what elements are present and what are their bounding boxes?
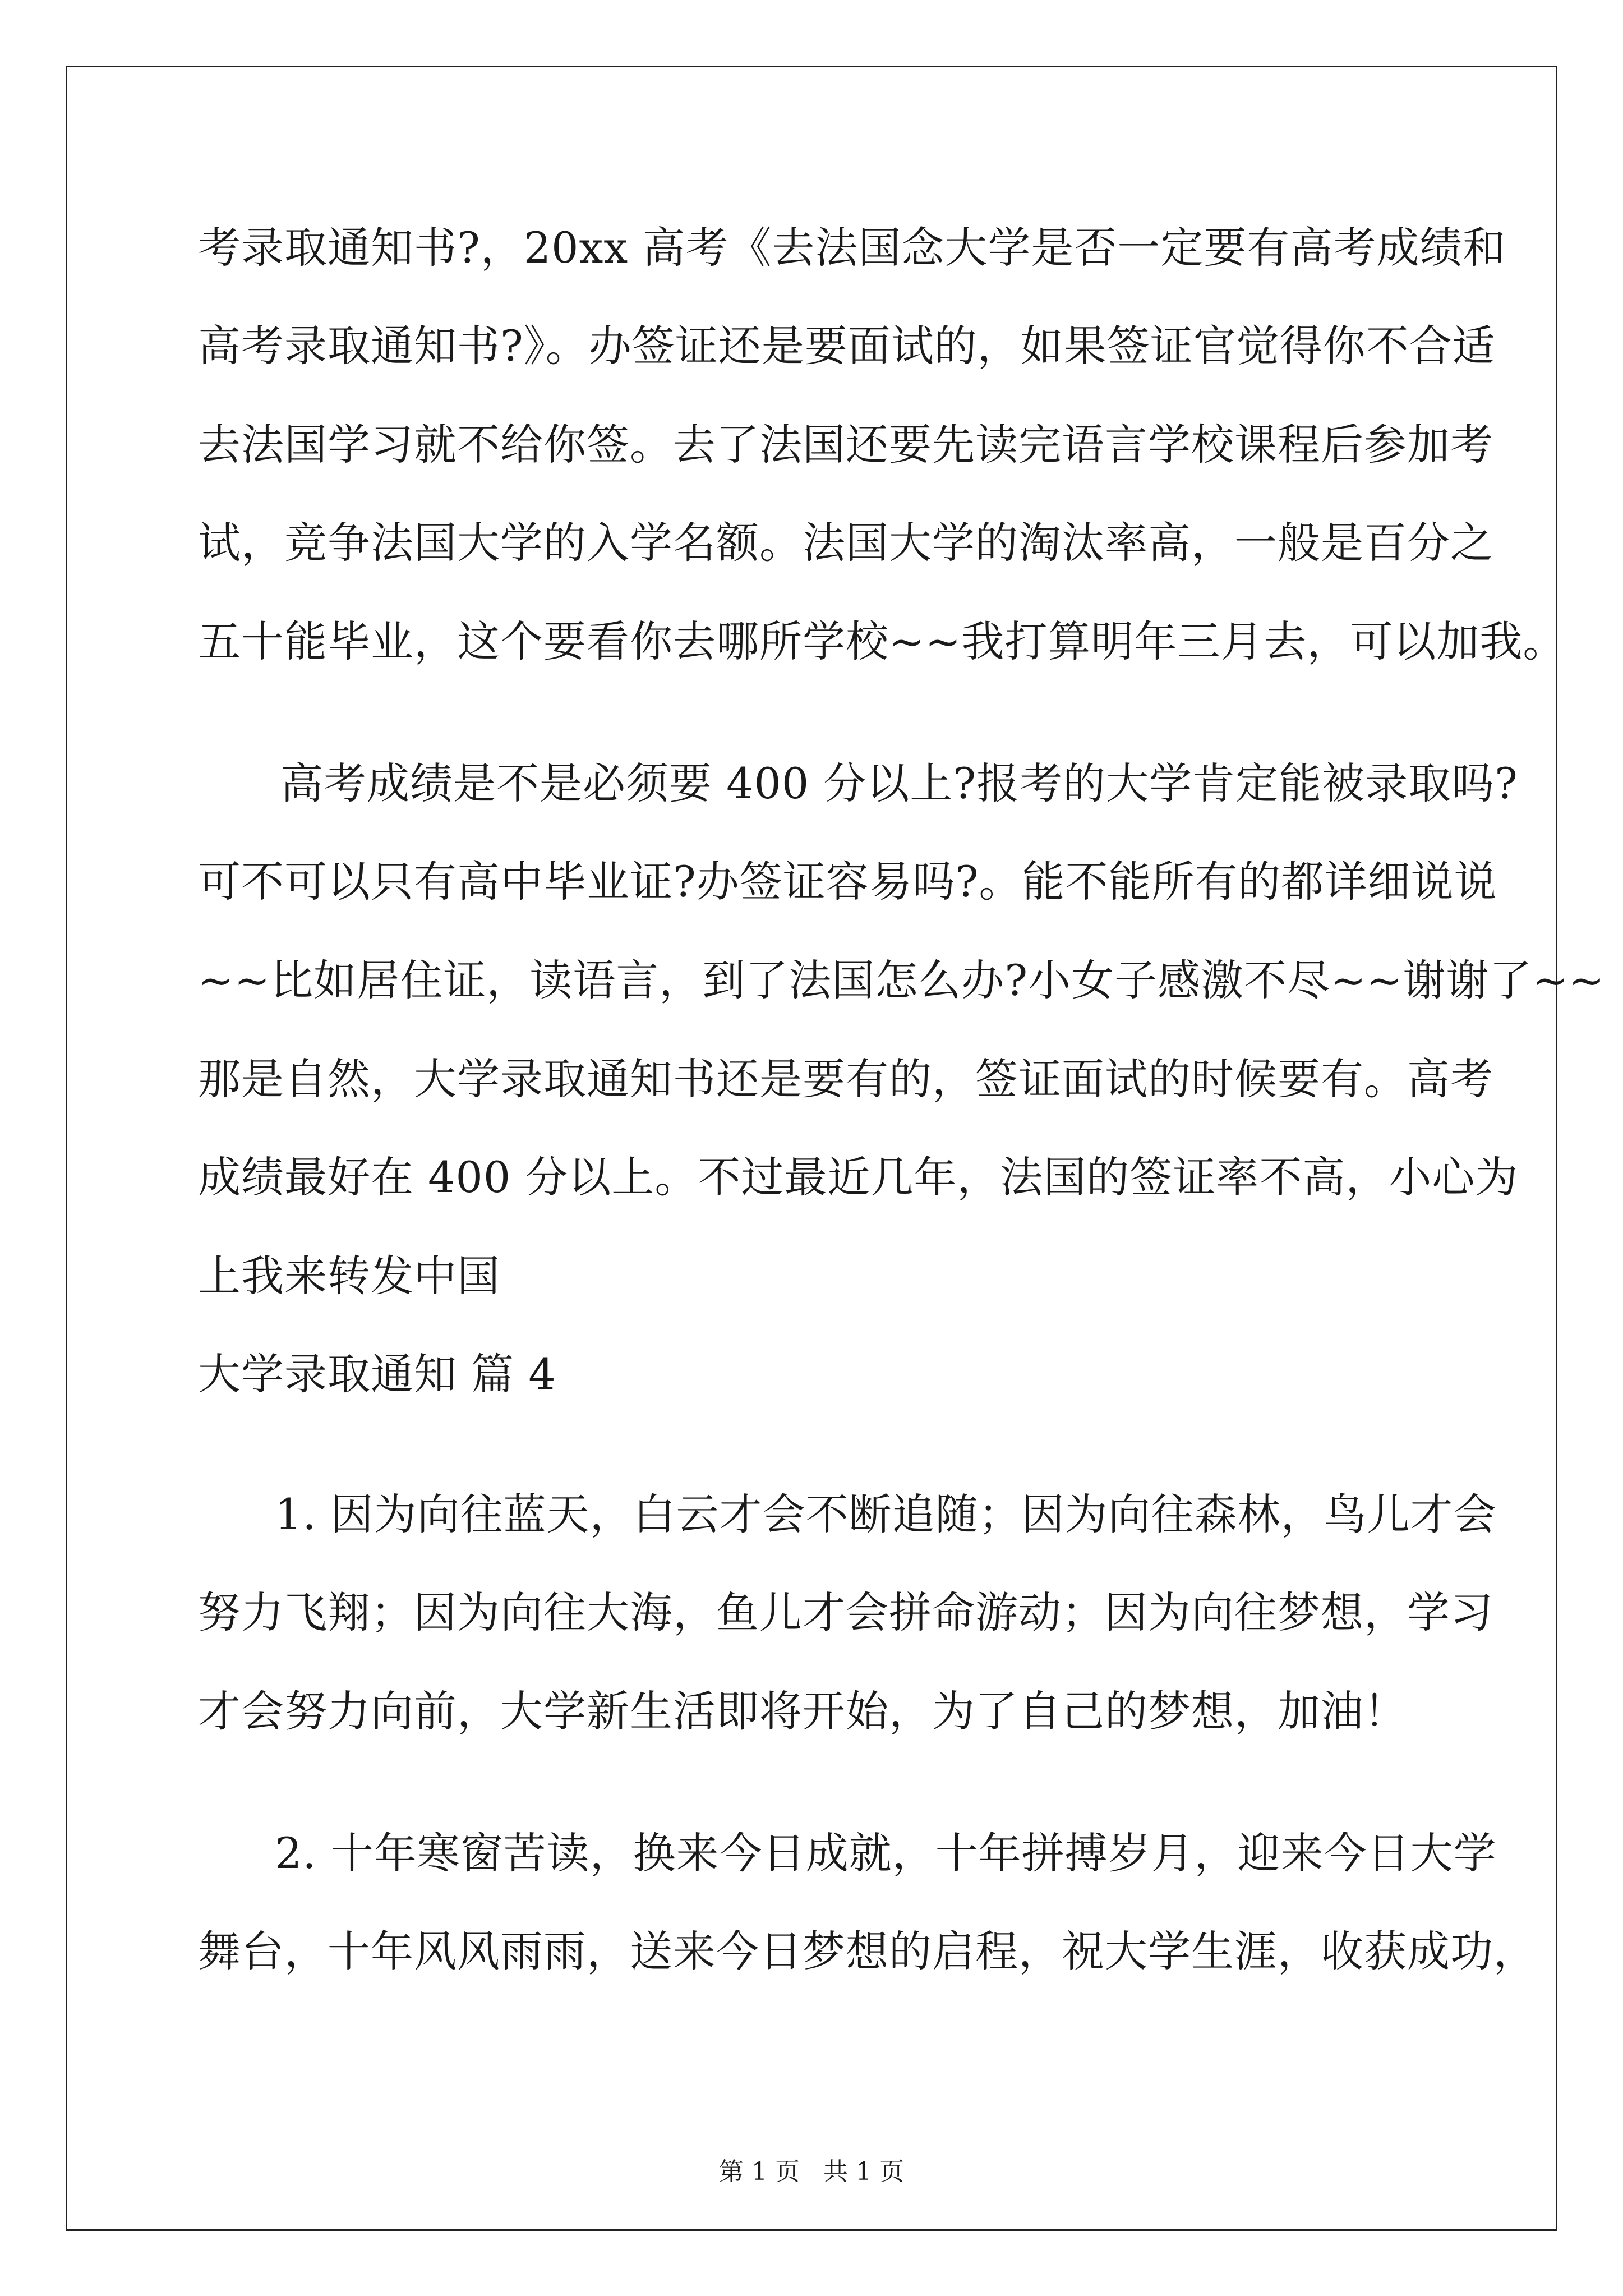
text-line: 去法国学习就不给你签。去了法国还要先读完语言学校课程后参加考 xyxy=(198,420,1493,470)
text-line: 试，竞争法国大学的入学名额。法国大学的淘汰率高，一般是百分之 xyxy=(198,518,1493,568)
text-line: 成绩最好在 400 分以上。不过最近几年，法国的签证率不高，小心为 xyxy=(198,1152,1519,1202)
text-line: 舞台，十年风风雨雨，送来今日梦想的启程，祝大学生涯，收获成功， xyxy=(198,1926,1537,1976)
text-line: 那是自然，大学录取通知书还是要有的，签证面试的时候要有。高考 xyxy=(198,1054,1493,1104)
paragraph-first-line: 2. 十年寒窗苦读，换来今日成就，十年拼搏岁月，迎来今日大学 xyxy=(275,1828,1497,1878)
paragraph-first-line: 1. 因为向往蓝天，白云才会不断追随；因为向往森林，鸟儿才会 xyxy=(275,1489,1497,1539)
section-heading: 大学录取通知 篇 4 xyxy=(198,1349,556,1399)
text-line: ~~比如居住证，读语言，到了法国怎么办?小女子感激不尽~~谢谢了~~ xyxy=(198,955,1605,1005)
page-footer: 第 1 页 共 1 页 xyxy=(719,2157,904,2186)
page-border xyxy=(66,66,1557,2231)
text-line: 才会努力向前，大学新生活即将开始，为了自己的梦想，加油！ xyxy=(198,1686,1407,1736)
text-line: 努力飞翔；因为向往大海，鱼儿才会拼命游动；因为向往梦想，学习 xyxy=(198,1588,1493,1637)
text-line: 上我来转发中国 xyxy=(198,1251,500,1301)
text-line: 可不可以只有高中毕业证?办签证容易吗?。能不能所有的都详细说说 xyxy=(198,857,1497,907)
paragraph-first-line: 高考成绩是不是必须要 400 分以上?报考的大学肯定能被录取吗? xyxy=(280,758,1518,808)
text-line: 高考录取通知书?》。办签证还是要面试的，如果签证官觉得你不合适 xyxy=(198,321,1496,371)
text-line: 考录取通知书?，20xx 高考《去法国念大学是否一定要有高考成绩和 xyxy=(198,223,1506,273)
text-line: 五十能毕业，这个要看你去哪所学校~~我打算明年三月去，可以加我。 xyxy=(198,616,1566,666)
